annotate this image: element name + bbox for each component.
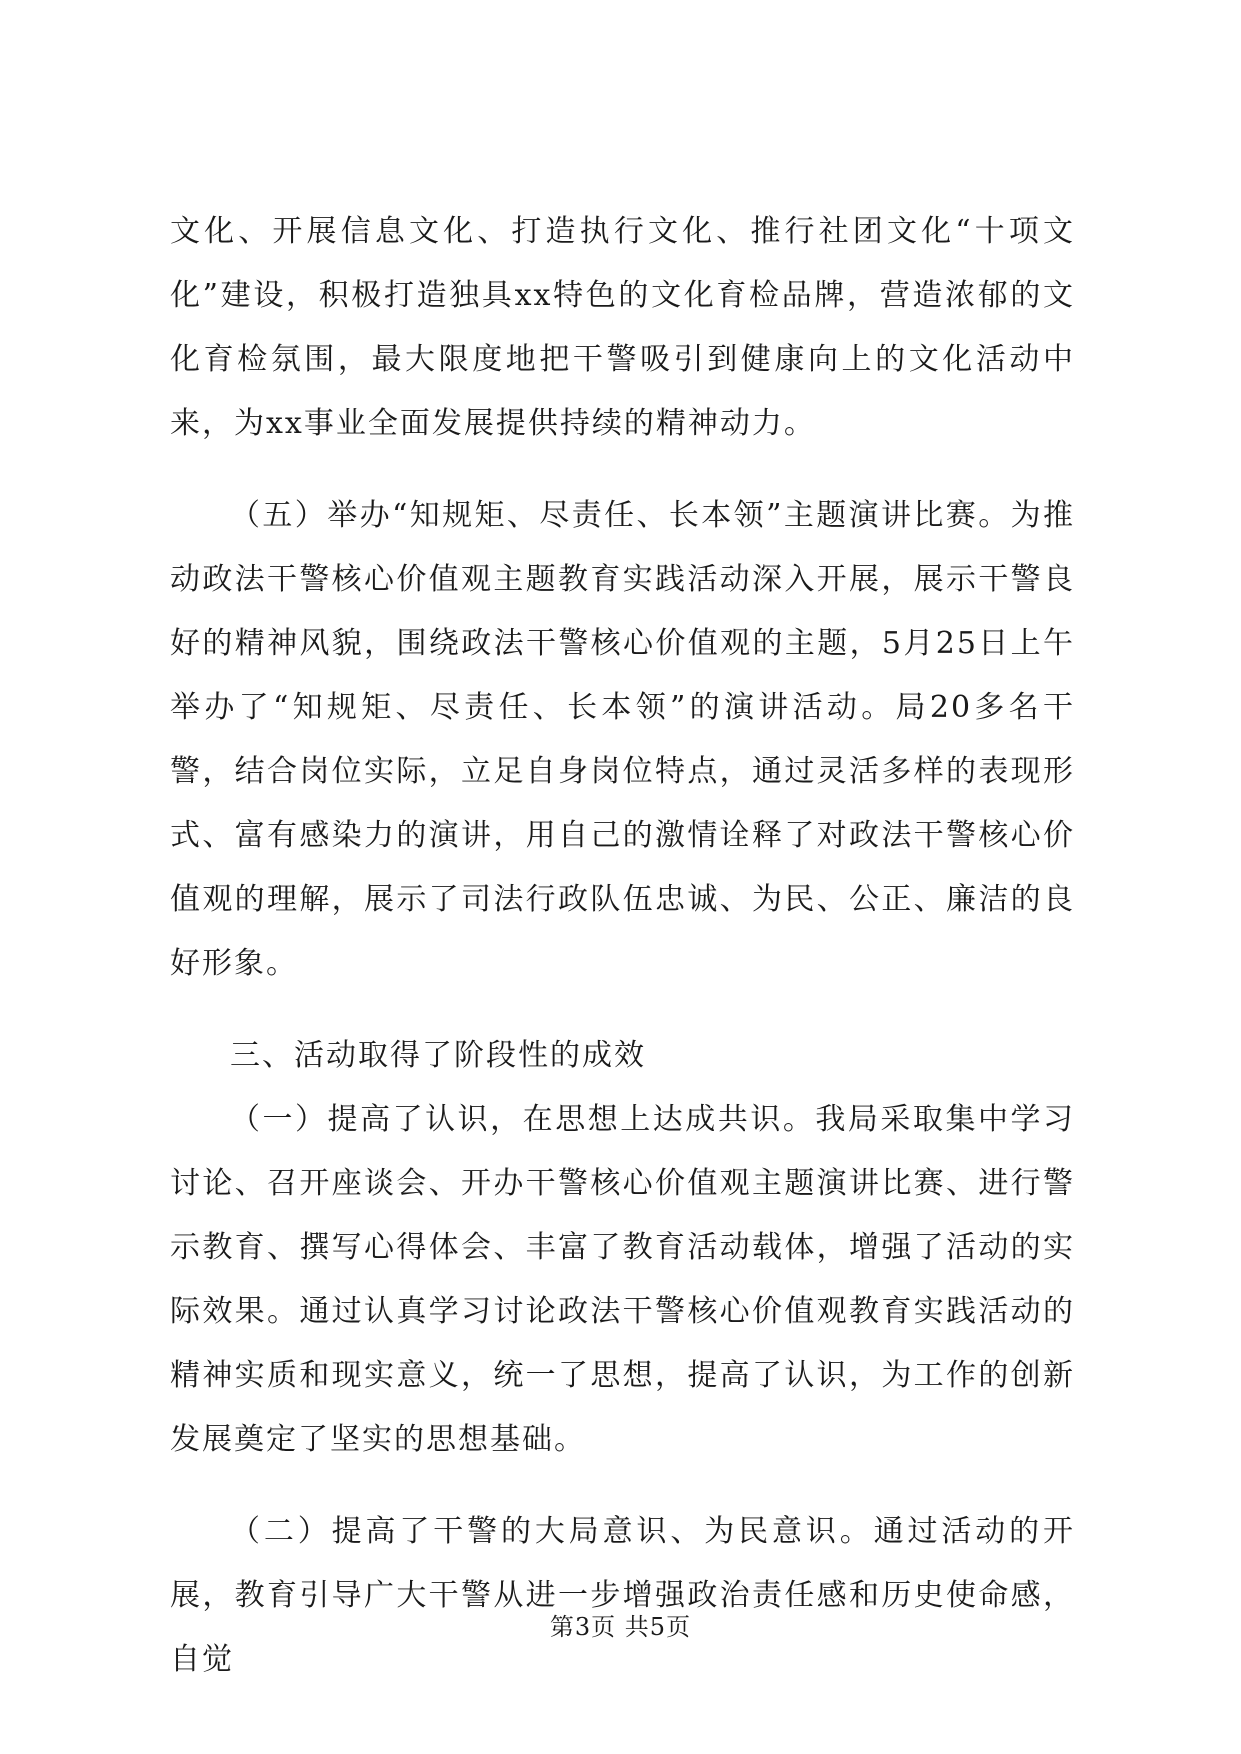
section-heading-3: 三、活动取得了阶段性的成效 <box>230 1038 646 1073</box>
paragraph-item-5: （五）举办“知规矩、尽责任、长本领”主题演讲比赛。为推动政法干警核心价值观主题教育实践活动深入开展，展示干警良好的精神风貌，围绕政法干警核心价值观的主题，5月25日上午举办了“知规矩、尽责任、长本领”的演讲活动。局20多名干警，结合岗位实际，立足自身岗位特点，通过灵活多样的表现形式、富有感染力的演讲，用自己的激情诠释了对政法干警核心价值观的理解，展示了司法行政队伍忠诚、为民、公正、廉洁的良好形象。 <box>170 498 1075 981</box>
paragraph-item-1: （一）提高了认识，在思想上达成共识。我局采取集中学习讨论、召开座谈会、开办干警核心价值观主题演讲比赛、进行警示教育、撰写心得体会、丰富了教育活动载体，增强了活动的实际效果。通过认真学习讨论政法干警核心价值观教育实践活动的精神实质和现实意义，统一了思想，提高了认识，为工作的创新发展奠定了坚实的思想基础。 <box>170 1102 1075 1457</box>
paragraph-continuation: 文化、开展信息文化、打造执行文化、推行社团文化“十项文化”建设，积极打造独具xx特色的文化育检品牌，营造浓郁的文化育检氛围，最大限度地把干警吸引到健康向上的文化活动中来，为xx事业全面发展提供持续的精神动力。 <box>170 214 1075 441</box>
paragraph-item-2: （二）提高了干警的大局意识、为民意识。通过活动的开展，教育引导广大干警从进一步增强政治责任感和历史使命感，自觉 <box>170 1514 1075 1677</box>
document-body <box>170 200 1075 1692</box>
page-footer: 第3页 共5页 <box>549 1613 692 1641</box>
